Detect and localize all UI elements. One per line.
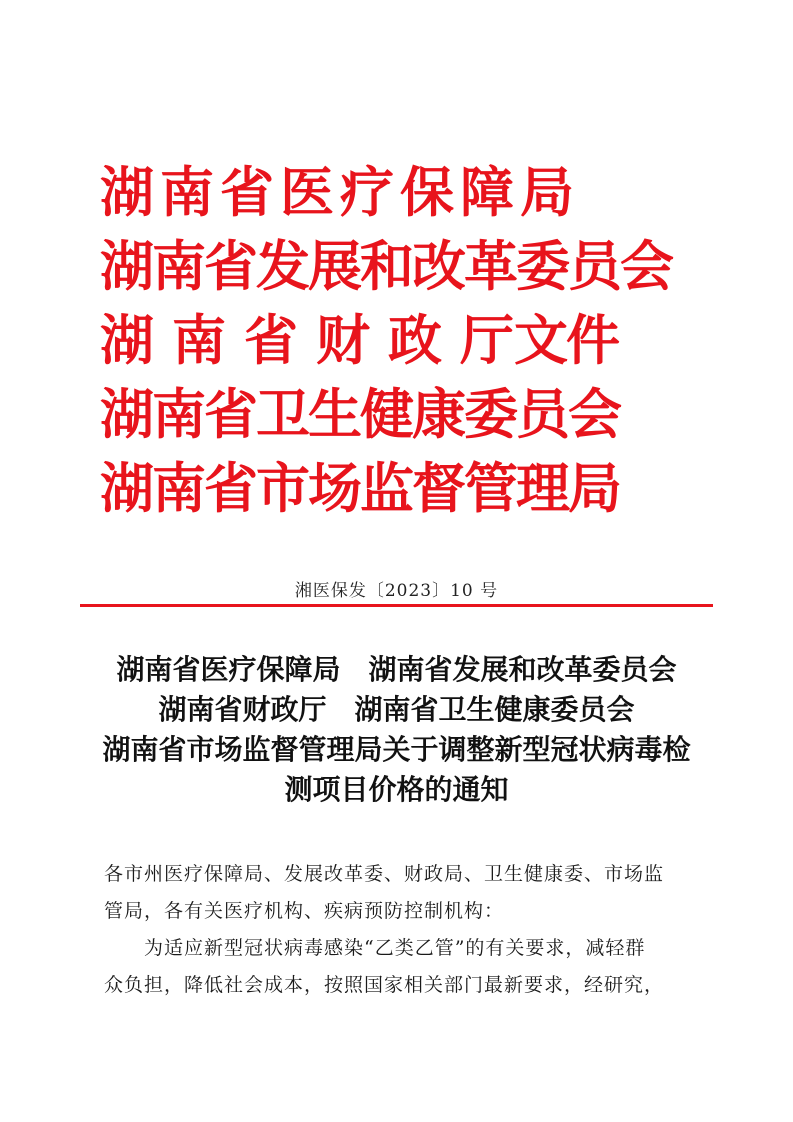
masthead-line-3-suffix: 文件 — [514, 308, 618, 372]
masthead-line-1: 湖南省医疗保障局 — [100, 160, 580, 224]
masthead-line-2: 湖南省发展和改革委员会 — [100, 234, 672, 298]
title-line-3: 湖南省市场监督管理局关于调整新型冠状病毒检 — [102, 733, 691, 766]
title-line-1-a: 湖南省医疗保障局 — [116, 653, 341, 686]
recipients-line-2: 管局，各有关医疗机构、疾病预防控制机构： — [104, 900, 505, 922]
title-line-2-b: 湖南省卫生健康委员会 — [354, 693, 635, 726]
body-text — [104, 856, 694, 1004]
masthead-line-3-main: 湖南省财政厅 — [100, 308, 514, 372]
title-line-1-b: 湖南省发展和改革委员会 — [368, 653, 677, 686]
paragraph-1-line-1: 为适应新型冠状病毒感染“乙类乙管”的有关要求，减轻群 — [144, 937, 646, 959]
recipients-line-1: 各市州医疗保障局、发展改革委、财政局、卫生健康委、市场监 — [104, 863, 665, 885]
masthead-line-4: 湖南省卫生健康委员会 — [100, 382, 620, 446]
document-number: 湘医保发〔2023〕10 号 — [294, 581, 499, 601]
masthead-line-3 — [100, 308, 618, 372]
title-line-1 — [0, 650, 793, 690]
title-line-2 — [0, 690, 793, 730]
red-separator-line — [80, 604, 713, 607]
title-line-4: 测项目价格的通知 — [284, 773, 509, 806]
masthead-line-5: 湖南省市场监督管理局 — [100, 456, 620, 520]
title-line-2-a: 湖南省财政厅 — [158, 693, 327, 726]
document-title — [0, 650, 793, 810]
paragraph-1-line-2: 众负担，降低社会成本，按照国家相关部门最新要求，经研究， — [104, 974, 665, 996]
